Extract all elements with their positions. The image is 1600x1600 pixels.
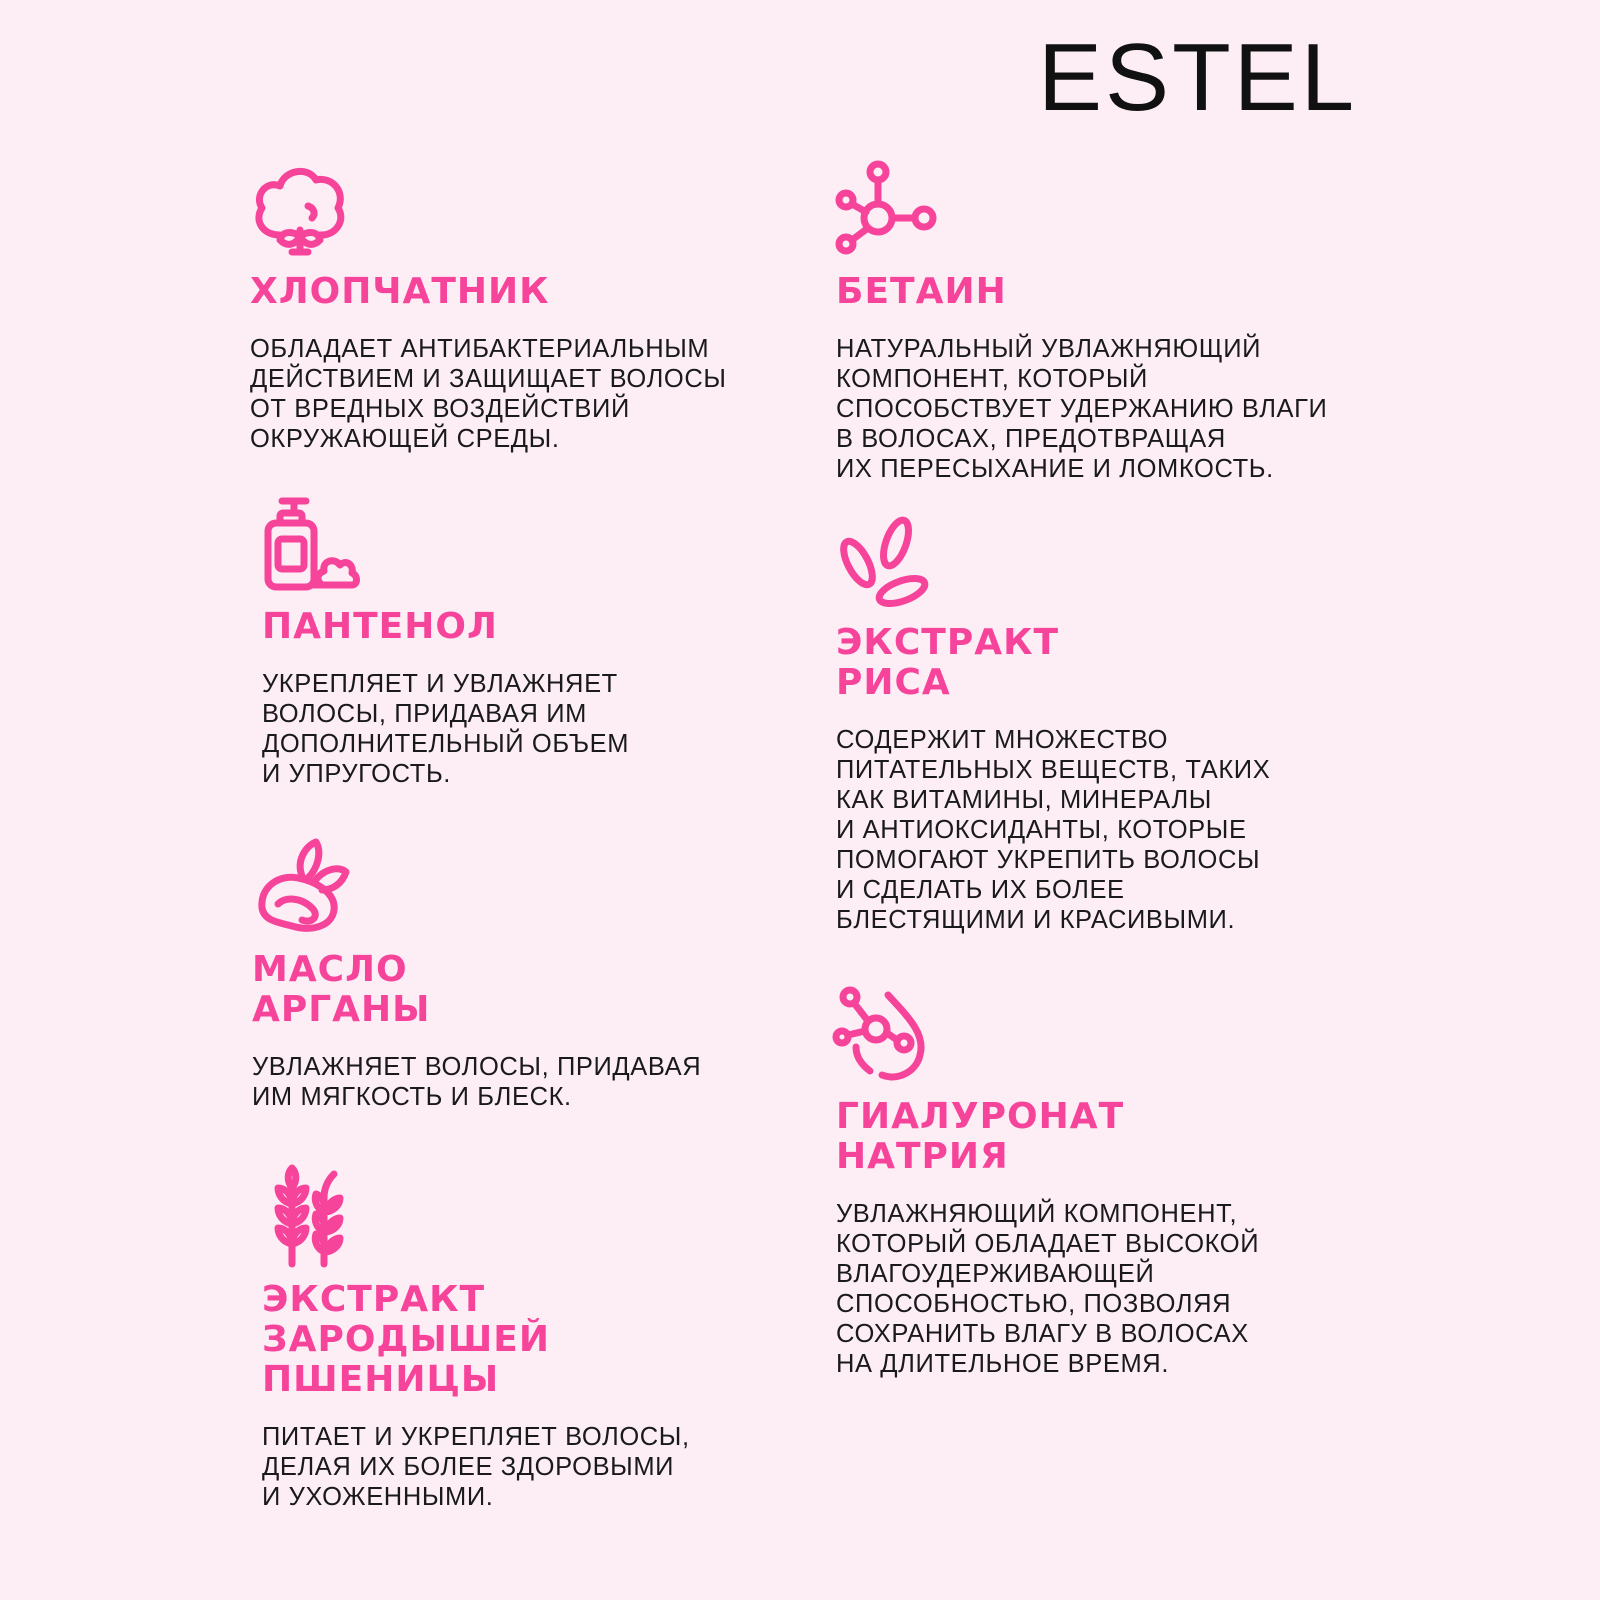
ingredient-argan-oil [252, 838, 701, 1112]
estel-logo: ESTEL [1038, 24, 1358, 131]
ingredient-title: ГИАЛУРОНАТ НАТРИЯ [836, 1096, 1125, 1177]
ingredient-description: УВЛАЖНЯЕТ ВОЛОСЫ, ПРИДАВАЯ ИМ МЯГКОСТЬ И БЛЕСК. [252, 1053, 702, 1111]
ingredient-sodium-hyaluronate [836, 985, 1259, 1379]
ingredient-title: БЕТАИН [836, 271, 1007, 312]
ingredient-description: УКРЕПЛЯЕТ И УВЛАЖНЯЕТ ВОЛОСЫ, ПРИДАВАЯ ИМ ДОПОЛНИТЕЛЬНЫЙ ОБЪЕМ И УПРУГОСТЬ. [262, 670, 630, 788]
bottle-icon [262, 495, 362, 595]
molecule-icon [836, 160, 936, 260]
ingredient-title: ЭКСТРАКТ РИСА [836, 622, 1060, 703]
ingredient-rice-extract [836, 515, 1270, 935]
hyaluronate-drop-icon [836, 985, 936, 1085]
ingredient-description: УВЛАЖНЯЮЩИЙ КОМПОНЕНТ, КОТОРЫЙ ОБЛАДАЕТ ВЫСОКОЙ ВЛАГОУДЕРЖИВАЮЩЕЙ СПОСОБНОСТЬЮ, ПОЗВОЛЯЯ СОХРАНИТЬ ВЛАГУ В ВОЛОСАХ НА ДЛИТЕЛЬНОЕ ВРЕМЯ. [836, 1200, 1260, 1378]
ingredient-title: МАСЛО АРГАНЫ [252, 949, 431, 1030]
ingredient-panthenol [262, 495, 629, 789]
ingredient-wheat-germ [262, 1168, 690, 1512]
ingredient-title: ХЛОПЧАТНИК [250, 271, 550, 312]
ingredient-description: ОБЛАДАЕТ АНТИБАКТЕРИАЛЬНЫМ ДЕЙСТВИЕМ И ЗАЩИЩАЕТ ВОЛОСЫ ОТ ВРЕДНЫХ ВОЗДЕЙСТВИЙ ОКРУЖАЮЩЕЙ СРЕДЫ. [250, 335, 727, 453]
ingredient-betaine [836, 160, 1328, 484]
ingredient-description: НАТУРАЛЬНЫЙ УВЛАЖНЯЮЩИЙ КОМПОНЕНТ, КОТОРЫЙ СПОСОБСТВУЕТ УДЕРЖАНИЮ ВЛАГИ В ВОЛОСАХ, ПРЕДОТВРАЩАЯ ИХ ПЕРЕСЫХАНИЕ И ЛОМКОСТЬ. [836, 335, 1328, 483]
cotton-icon [250, 160, 350, 260]
ingredient-description: ПИТАЕТ И УКРЕПЛЯЕТ ВОЛОСЫ, ДЕЛАЯ ИХ БОЛЕЕ ЗДОРОВЫМИ И УХОЖЕННЫМИ. [262, 1423, 690, 1511]
argan-nut-icon [252, 838, 352, 938]
rice-grains-icon [836, 515, 936, 615]
ingredient-cotton [250, 160, 727, 454]
wheat-icon [262, 1168, 362, 1268]
ingredient-description: СОДЕРЖИТ МНОЖЕСТВО ПИТАТЕЛЬНЫХ ВЕЩЕСТВ, ТАКИХ КАК ВИТАМИНЫ, МИНЕРАЛЫ И АНТИОКСИДАНТЫ, КОТОРЫЕ ПОМОГАЮТ УКРЕПИТЬ ВОЛОСЫ И СДЕЛАТЬ ИХ БОЛЕЕ БЛЕСТЯЩИМИ И КРАСИВЫМИ. [836, 726, 1271, 934]
ingredient-title: ПАНТЕНОЛ [262, 606, 498, 647]
ingredient-title: ЭКСТРАКТ ЗАРОДЫШЕЙ ПШЕНИЦЫ [262, 1279, 550, 1400]
